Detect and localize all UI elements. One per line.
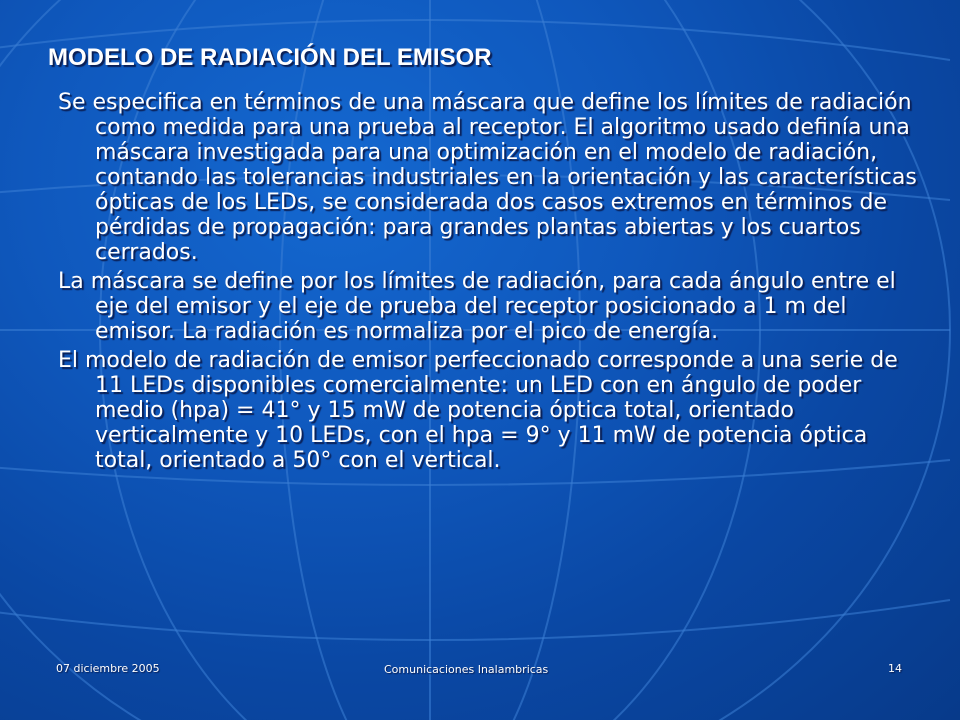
paragraph-3: El modelo de radiación de emisor perfeccionado corresponde a una serie de 11 LEDs disponibles comercialmente: un LED con en ángulo de poder medio (hpa) = 41° y 15 mW de potencia óptica total, orientado verticalmente y 10 LEDs, con el hpa = 9° y 11 mW de potencia óptica total, orientado a 50° con el vertical. — [58, 348, 898, 473]
page-number: 14 — [888, 662, 902, 675]
footer-date: 07 diciembre 2005 — [56, 662, 160, 675]
paragraph-2: La máscara se define por los límites de radiación, para cada ángulo entre el eje del emisor y el eje de prueba del receptor posicionado a 1 m del emisor. La radiación es normaliza por el pico de energía. — [58, 269, 896, 344]
slide-title: MODELO DE RADIACIÓN DEL EMISOR — [48, 44, 492, 71]
footer-title: Comunicaciones Inalambricas — [384, 663, 549, 676]
paragraph-1: Se especifica en términos de una máscara que define los límites de radiación como medida para una prueba al receptor. El algoritmo usado definía una máscara investigada para una optimización en el modelo de radiación, contando las tolerancias industriales en la orientación y las características ópticas de los LEDs, se considerada dos casos extremos en términos de pérdidas de propagación: para grandes plantas abiertas y los cuartos cerrados. — [58, 90, 917, 265]
slide-body — [58, 90, 918, 477]
